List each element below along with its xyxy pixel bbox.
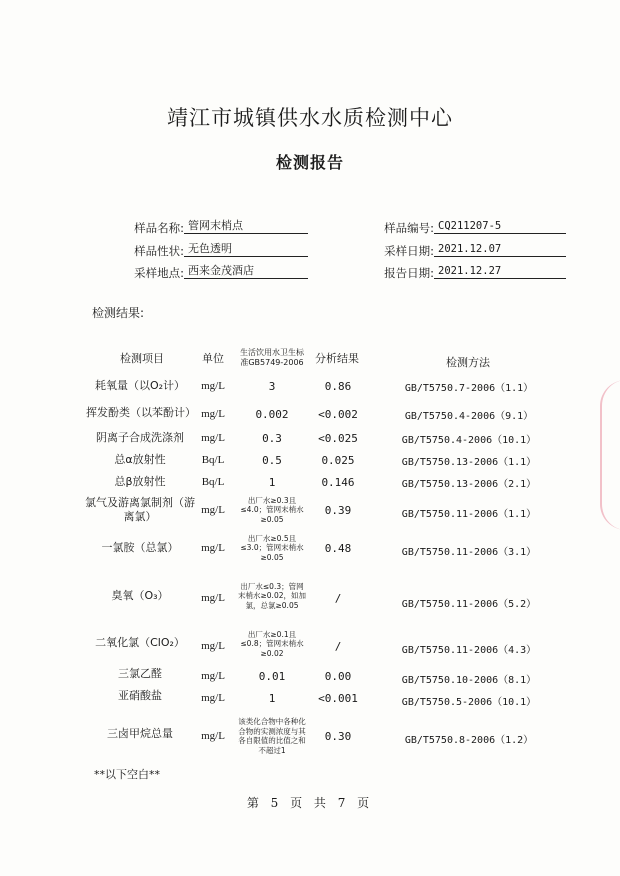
cell-item: 阴离子合成洗涤剂: [96, 431, 184, 444]
cell-standard: 出厂水≥0.3且≤4.0；管网末梢水≥0.05: [240, 495, 304, 524]
sampling-date-label-wrap: [360, 243, 434, 259]
organization-name: 靖江市城镇供水水质检测中心: [167, 106, 453, 130]
header-result: 分析结果: [315, 352, 359, 365]
cell-item: 总β放射性: [114, 475, 166, 488]
cell-result: /: [334, 591, 342, 605]
cell-result: 0.30: [324, 729, 352, 743]
cell-result: 0.48: [324, 541, 352, 555]
cell-method: GB/T5750.8-2006（1.2）: [404, 734, 534, 746]
header-unit: 单位: [202, 352, 224, 365]
cell-method: GB/T5750.4-2006（10.1）: [401, 434, 537, 446]
cell-item: 二氧化氯（ClO₂）: [95, 636, 185, 649]
cell-method: GB/T5750.10-2006（8.1）: [401, 674, 537, 686]
cell-item: 氯气及游离氯制剂（游离氯）: [85, 496, 195, 523]
cell-result: <0.002: [318, 407, 358, 421]
cell-standard: 该类化合物中各种化合物的实测浓度与其各自限值的比值之和不超过1: [238, 717, 306, 755]
cell-result: 0.39: [324, 503, 352, 517]
cell-unit: mg/L: [201, 730, 225, 742]
cell-item: 挥发酚类（以苯酚计）: [86, 406, 196, 419]
cell-standard: 3: [268, 379, 276, 393]
cell-unit: mg/L: [201, 592, 225, 604]
cell-item: 三氯乙醛: [118, 667, 162, 680]
cell-item: 一氯胺（总氯）: [101, 541, 179, 554]
cell-standard: 1: [268, 475, 276, 489]
report-date-value: 2021.12.27: [434, 264, 566, 279]
sampling-date-value: 2021.12.07: [434, 242, 566, 257]
sample-name-label: 样品名称:: [134, 221, 184, 235]
cell-item: 亚硝酸盐: [118, 689, 162, 702]
sampling-site-value: 西来金茂酒店: [184, 264, 308, 279]
header-method: 检测方法: [446, 356, 490, 369]
cell-standard: 0.01: [258, 669, 286, 683]
sample-state-label-wrap: [80, 243, 184, 259]
page-number: 第 5 页 共 7 页: [246, 796, 374, 810]
cell-unit: mg/L: [201, 504, 225, 516]
report-title: 检测报告: [275, 153, 344, 172]
cell-method: GB/T5750.11-2006（3.1）: [401, 546, 537, 558]
cell-unit: mg/L: [201, 432, 225, 444]
cell-unit: mg/L: [201, 692, 225, 704]
cell-unit: Bq/L: [201, 454, 225, 466]
cell-unit: mg/L: [201, 670, 225, 682]
cell-standard: 出厂水≥0.1且≤0.8；管网末梢水≥0.02: [240, 629, 304, 658]
sample-no-label-wrap: [360, 220, 434, 236]
sampling-site-label-wrap: [80, 265, 184, 281]
sample-state-value: 无色透明: [184, 242, 308, 257]
cell-standard: 1: [268, 691, 276, 705]
cell-method: GB/T5750.4-2006（9.1）: [404, 410, 534, 422]
report-date-label: 报告日期:: [384, 266, 434, 280]
sample-no-label: 样品编号:: [384, 221, 434, 235]
end-of-content-note: **以下空白**: [94, 768, 160, 781]
cell-standard: 0.3: [262, 431, 282, 445]
sample-no-value: CQ211207-5: [434, 219, 566, 234]
header-standard: 生活饮用水卫生标准GB5749-2006: [240, 348, 304, 367]
report-date-label-wrap: [360, 265, 434, 281]
cell-standard: 出厂水≥0.5且≤3.0；管网末梢水≥0.05: [240, 533, 304, 562]
cell-unit: mg/L: [201, 542, 225, 554]
cell-item: 耗氧量（以O₂计）: [94, 379, 186, 392]
cell-result: 0.00: [324, 669, 352, 683]
cell-result: /: [334, 639, 342, 653]
seal-stamp-fragment: [600, 380, 620, 530]
sample-name-value: 管网末梢点: [184, 219, 308, 234]
cell-result: 0.025: [321, 453, 355, 467]
cell-item: 三卤甲烷总量: [107, 727, 173, 740]
cell-method: GB/T5750.11-2006（1.1）: [401, 508, 537, 520]
cell-result: <0.001: [318, 691, 358, 705]
cell-standard: 0.002: [255, 407, 289, 421]
cell-item: 臭氧（O₃）: [111, 589, 169, 602]
header-item: 检测项目: [120, 352, 164, 365]
cell-method: GB/T5750.11-2006（5.2）: [401, 598, 537, 610]
cell-method: GB/T5750.13-2006（1.1）: [401, 456, 537, 468]
cell-method: GB/T5750.7-2006（1.1）: [404, 382, 534, 394]
cell-item: 总α放射性: [114, 453, 166, 466]
cell-result: <0.025: [318, 431, 358, 445]
cell-standard: 0.5: [262, 453, 282, 467]
cell-method: GB/T5750.13-2006（2.1）: [401, 478, 537, 490]
results-heading: 检测结果:: [92, 306, 145, 320]
sample-state-label: 样品性状:: [134, 244, 184, 258]
cell-standard: 出厂水≤0.3；管网末梢水≥0.02，如加氯，总氯≥0.05: [238, 581, 306, 610]
cell-method: GB/T5750.11-2006（4.3）: [401, 644, 537, 656]
cell-result: 0.146: [321, 475, 355, 489]
cell-result: 0.86: [324, 379, 352, 393]
cell-unit: Bq/L: [201, 476, 225, 488]
cell-unit: mg/L: [201, 408, 225, 420]
cell-unit: mg/L: [201, 380, 225, 392]
cell-method: GB/T5750.5-2006（10.1）: [401, 696, 537, 708]
cell-unit: mg/L: [201, 640, 225, 652]
sample-name-label-wrap: [80, 220, 184, 236]
sampling-date-label: 采样日期:: [384, 244, 434, 258]
sampling-site-label: 采样地点:: [134, 266, 184, 280]
